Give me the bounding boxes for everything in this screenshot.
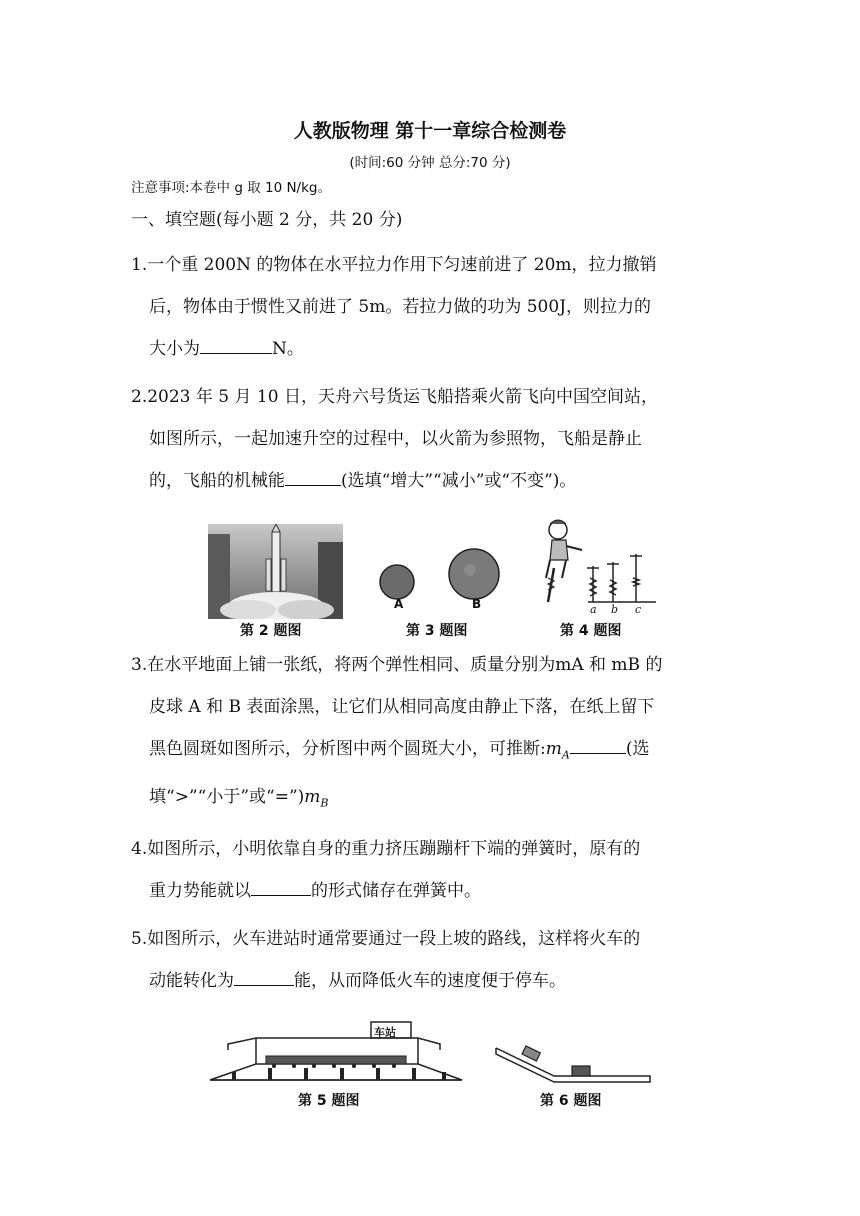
q3-answer-blank[interactable] bbox=[570, 737, 626, 754]
figure-5-caption: 第 5 题图 bbox=[298, 1093, 360, 1109]
figure-2 bbox=[208, 524, 343, 619]
question-5 bbox=[131, 918, 731, 1002]
q5-line2 bbox=[131, 960, 731, 1002]
figure-6-caption: 第 6 题图 bbox=[540, 1093, 602, 1109]
ink-spots-diagram bbox=[370, 540, 510, 620]
q3-line4 bbox=[131, 776, 731, 824]
q1-text: 大小为 bbox=[149, 339, 200, 359]
figure-5 bbox=[208, 1020, 464, 1088]
figure-4-label-c: c bbox=[635, 603, 642, 616]
q3-line3 bbox=[131, 728, 731, 776]
station-sign-label: 车站 bbox=[374, 1026, 396, 1039]
q2-line3 bbox=[131, 460, 731, 502]
figure-3-label-a: A bbox=[394, 597, 404, 611]
exam-note: 注意事项:本卷中 g 取 10 N/kg。 bbox=[131, 180, 331, 196]
question-3 bbox=[131, 644, 731, 825]
q4-text-end: 的形式储存在弹簧中。 bbox=[311, 881, 481, 901]
figure-3 bbox=[370, 540, 510, 620]
q3-line2: 皮球 A 和 B 表面涂黑，让它们从相同高度由静止下落，在纸上留下 bbox=[149, 697, 655, 717]
figure-4-label-b: b bbox=[611, 603, 619, 616]
q1-line1: 1.一个重 200N 的物体在水平拉力作用下匀速前进了 20m，拉力撤销 bbox=[131, 255, 657, 275]
q3-line1: 3.在水平地面上铺一张纸，将两个弹性相同、质量分别为mA 和 mB 的 bbox=[131, 655, 663, 675]
pogo-stick-diagram bbox=[538, 516, 658, 616]
exam-time-info: (时间:60 分钟 总分:70 分) bbox=[349, 155, 511, 171]
q2-answer-blank[interactable] bbox=[285, 469, 341, 486]
q1-line3 bbox=[131, 328, 731, 370]
q1-line2: 后，物体由于惯性又前进了 5m。若拉力做的功为 500J，则拉力的 bbox=[149, 297, 652, 317]
q1-answer-blank[interactable] bbox=[200, 337, 272, 354]
ramp-block-diagram bbox=[494, 1040, 654, 1084]
q4-text: 重力势能就以 bbox=[149, 881, 251, 901]
page-title: 人教版物理 第十一章综合检测卷 bbox=[293, 120, 567, 142]
q4-line1: 4.如图所示，小明依靠自身的重力挤压蹦蹦杆下端的弹簧时，原有的 bbox=[131, 839, 641, 859]
q3-text-options: 填“>”“小于”或“=”) bbox=[149, 787, 305, 808]
q1-text-end: N。 bbox=[272, 339, 304, 359]
q5-line1: 5.如图所示，火车进站时通常要通过一段上坡的路线，这样将火车的 bbox=[131, 929, 641, 949]
q2-text: 的，飞船的机械能 bbox=[149, 471, 285, 491]
q2-line1: 2.2023 年 5 月 10 日，天舟六号货运飞船搭乘火箭飞向中国空间站， bbox=[131, 387, 658, 407]
figure-4-caption: 第 4 题图 bbox=[560, 623, 622, 639]
q5-text-end: 能，从而降低火车的速度便于停车。 bbox=[294, 971, 566, 991]
q5-answer-blank[interactable] bbox=[234, 969, 294, 986]
section-heading: 一、填空题(每小题 2 分，共 20 分) bbox=[131, 210, 403, 230]
question-2 bbox=[131, 376, 731, 502]
figure-4-label-a: a bbox=[590, 603, 597, 616]
figure-4 bbox=[538, 516, 658, 616]
train-station-diagram bbox=[208, 1020, 464, 1088]
rocket-launch-photo bbox=[208, 524, 343, 619]
figure-3-label-b: B bbox=[472, 597, 482, 611]
q3-text: 黑色圆斑如图所示，分析图中两个圆斑大小，可推断: bbox=[149, 739, 546, 759]
question-4 bbox=[131, 828, 731, 912]
figure-3-caption: 第 3 题图 bbox=[406, 623, 468, 639]
q3-math-mb: $m_B$ bbox=[304, 787, 329, 810]
figure-6 bbox=[494, 1040, 654, 1084]
q2-text-end: (选填“增大”“减小”或“不变”)。 bbox=[341, 471, 577, 491]
q3-text-end: (选 bbox=[625, 739, 650, 759]
q3-math-ma: $m_A$ bbox=[545, 739, 570, 762]
q4-answer-blank[interactable] bbox=[251, 879, 311, 896]
question-1 bbox=[131, 244, 731, 370]
q5-text: 动能转化为 bbox=[149, 971, 234, 991]
figure-2-caption: 第 2 题图 bbox=[240, 623, 302, 639]
q4-line2 bbox=[131, 870, 731, 912]
q2-line2: 如图所示，一起加速升空的过程中，以火箭为参照物，飞船是静止 bbox=[149, 429, 642, 449]
